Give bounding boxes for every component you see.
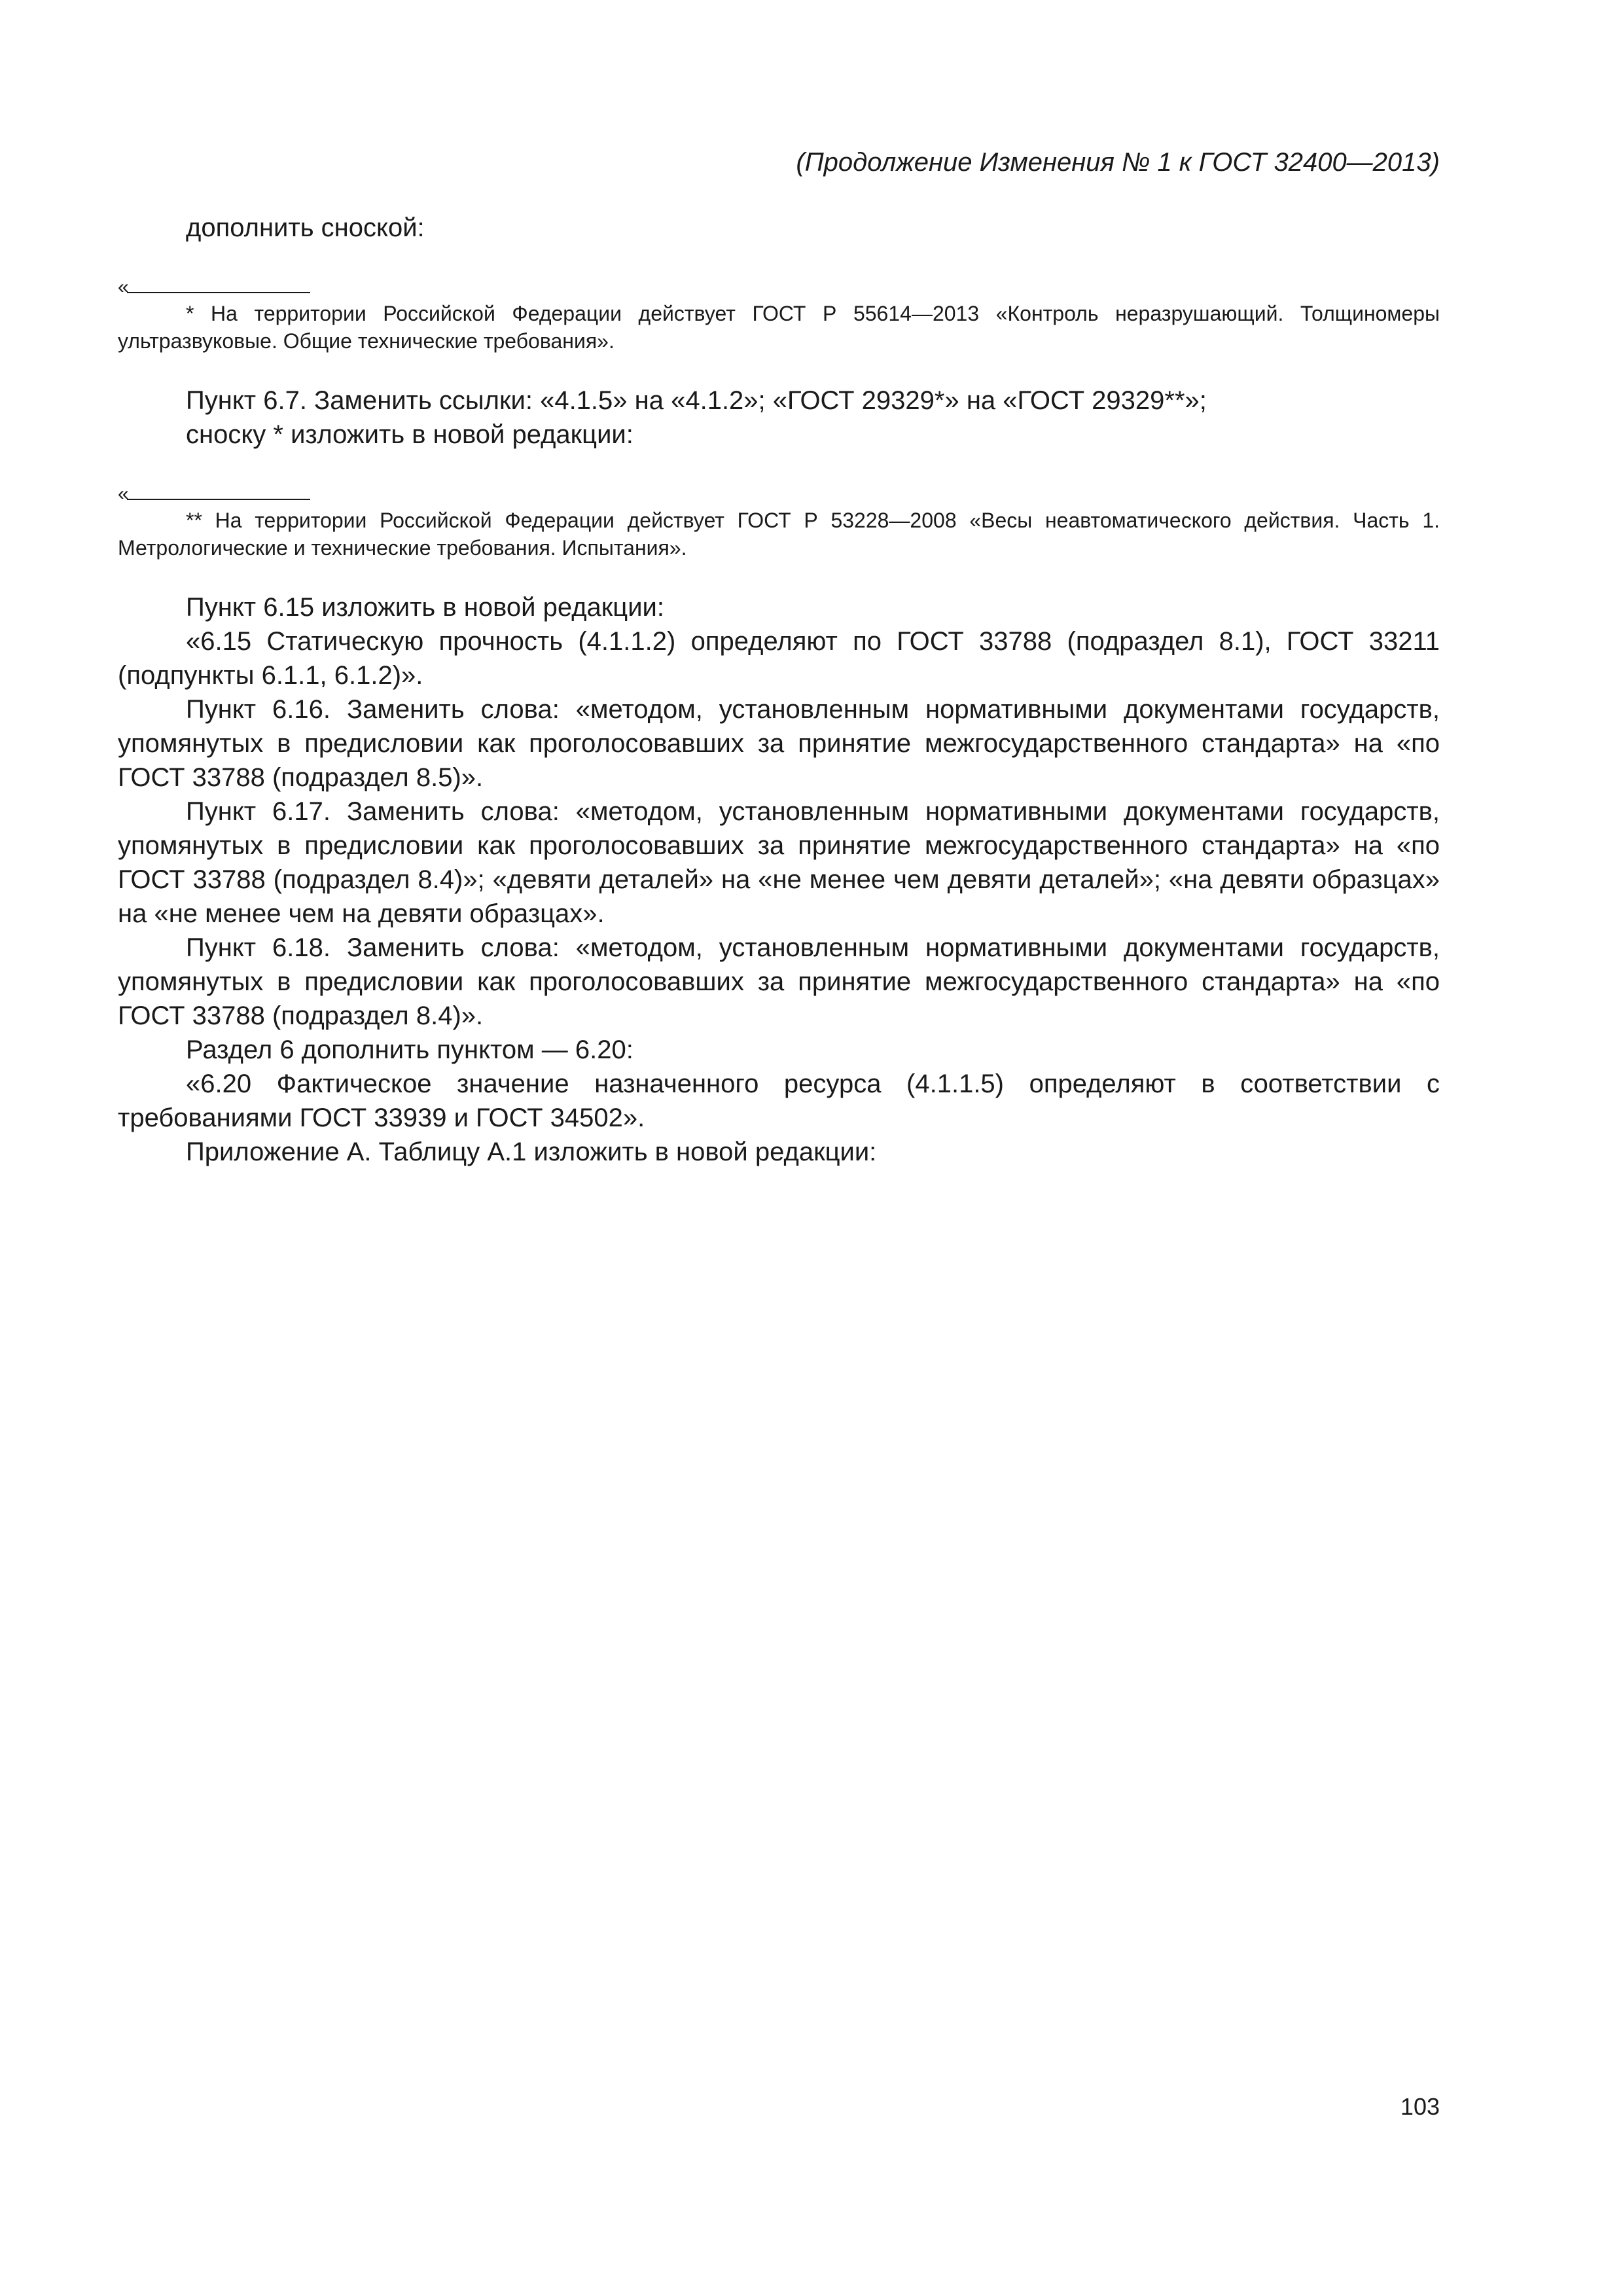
paragraph-intro: дополнить сноской: xyxy=(186,213,425,242)
footnote-separator-1 xyxy=(118,276,1440,298)
paragraph-appendix-a: Приложение А. Таблицу А.1 изложить в новой редакции: xyxy=(186,1138,877,1166)
paragraph-6-17: Пункт 6.17. Заменить слова: «методом, установленным нормативными документами государств, упомянутых в предисловии как проголосовавших за принятие межгосударственного стандарта» на «по ГОСТ 33788 (подраздел 8.4)»; «девяти деталей» на «не менее чем девяти деталей»; «на девяти образцах» на «не менее чем на девяти образцах». xyxy=(118,797,1440,928)
footnote-open-quote: « xyxy=(118,483,129,505)
footnote-rule xyxy=(127,292,310,293)
page-header-continuation: (Продолжение Изменения № 1 к ГОСТ 32400—2013) xyxy=(796,148,1440,177)
paragraph-6-15-text: «6.15 Статическую прочность (4.1.1.2) определяют по ГОСТ 33788 (подраздел 8.1), ГОСТ 33211 (подпункты 6.1.1, 6.1.2)». xyxy=(118,627,1440,690)
paragraph-6-7-footnote-instruction: сноску * изложить в новой редакции: xyxy=(186,420,633,449)
footnote-open-quote: « xyxy=(118,276,129,298)
paragraph-6-16: Пункт 6.16. Заменить слова: «методом, установленным нормативными документами государств, упомянутых в предисловии как проголосовавших за принятие межгосударственного стандарта» на «по ГОСТ 33788 (подраздел 8.5)». xyxy=(118,695,1440,792)
footnote-1: * На территории Российской Федерации действует ГОСТ Р 55614—2013 «Контроль неразрушающий. Толщиномеры ультразвуковые. Общие технические требования». xyxy=(118,302,1440,353)
page-number: 103 xyxy=(1400,2093,1440,2120)
footnote-separator-2 xyxy=(118,483,1440,505)
paragraph-6-7: Пункт 6.7. Заменить ссылки: «4.1.5» на «4.1.2»; «ГОСТ 29329*» на «ГОСТ 29329**»; xyxy=(186,386,1207,415)
paragraph-6-20-title: Раздел 6 дополнить пунктом — 6.20: xyxy=(186,1035,633,1064)
paragraph-6-20-text: «6.20 Фактическое значение назначенного ресурса (4.1.1.5) определяют в соответствии с требованиями ГОСТ 33939 и ГОСТ 34502». xyxy=(118,1069,1440,1132)
footnote-rule xyxy=(127,499,310,500)
footnote-2: ** На территории Российской Федерации действует ГОСТ Р 53228—2008 «Весы неавтоматического действия. Часть 1. Метрологические и технические требования. Испытания». xyxy=(118,509,1440,560)
paragraph-6-15-title: Пункт 6.15 изложить в новой редакции: xyxy=(186,593,664,622)
paragraph-6-18: Пункт 6.18. Заменить слова: «методом, установленным нормативными документами государств, упомянутых в предисловии как проголосовавших за принятие межгосударственного стандарта» на «по ГОСТ 33788 (подраздел 8.4)». xyxy=(118,933,1440,1030)
document-body xyxy=(118,211,1440,1169)
